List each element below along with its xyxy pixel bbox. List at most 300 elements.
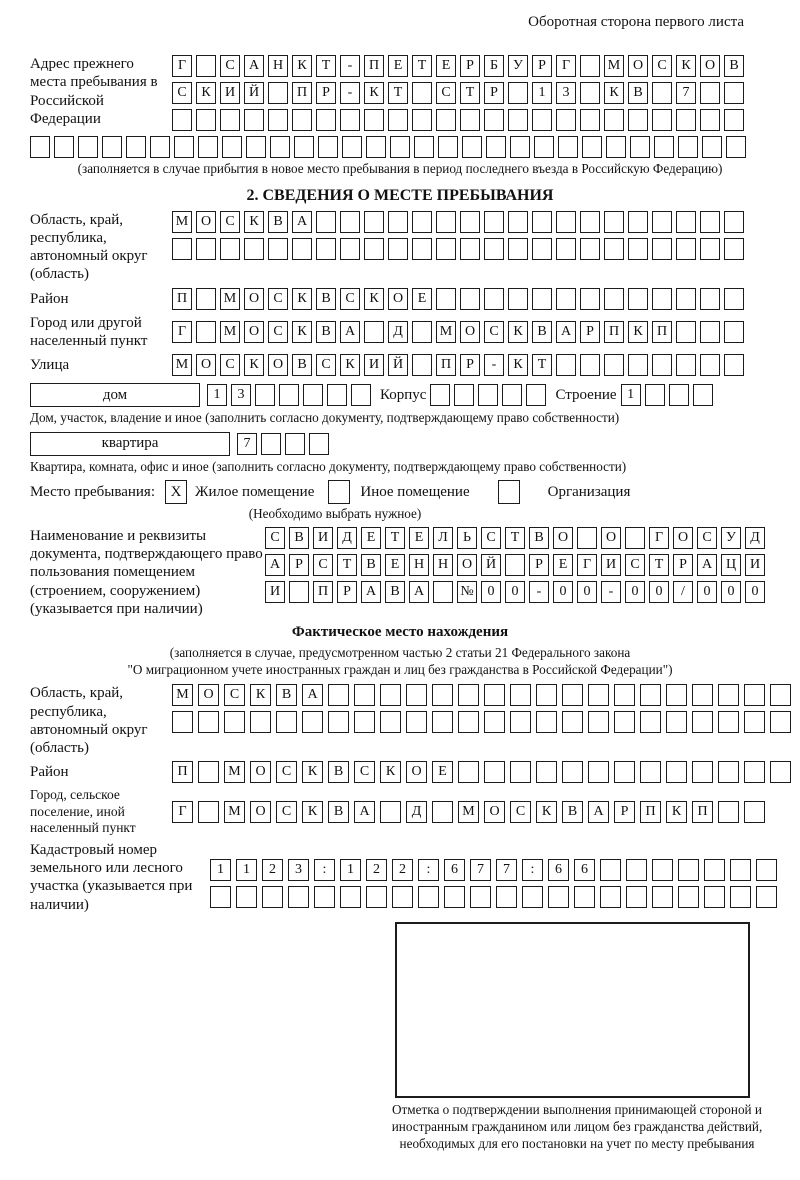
char-box — [652, 886, 673, 908]
char-box — [724, 288, 744, 310]
confirmation-mark-caption: Отметка о подтверждении выполнения принимающей стороной и иностранным гражданином или лицом без гражданства действий, необходимых для его постановки на учет по месту пребывания — [391, 1102, 763, 1152]
char-box — [288, 886, 309, 908]
char-row-prev-2 — [172, 82, 744, 104]
char-box — [588, 761, 609, 783]
char-box: О — [196, 354, 216, 376]
char-box — [600, 859, 621, 881]
char-box — [676, 238, 696, 260]
char-box: О — [388, 288, 408, 310]
char-box: Р — [673, 554, 693, 576]
char-box — [392, 886, 413, 908]
char-box: В — [316, 288, 336, 310]
char-box: К — [508, 321, 528, 343]
char-box: 6 — [444, 859, 465, 881]
char-box — [692, 684, 713, 706]
char-box — [318, 136, 338, 158]
char-row-city — [172, 321, 744, 343]
char-box — [724, 109, 744, 131]
char-box: : — [522, 859, 543, 881]
char-box — [508, 288, 528, 310]
char-box — [316, 109, 336, 131]
char-box — [724, 238, 744, 260]
char-box — [532, 211, 552, 233]
char-box — [505, 554, 525, 576]
char-box: 1 — [340, 859, 361, 881]
char-box — [289, 581, 309, 603]
char-box — [174, 136, 194, 158]
char-box — [388, 238, 408, 260]
char-box: - — [340, 55, 360, 77]
char-row-oblast-2 — [172, 238, 744, 260]
char-box: П — [604, 321, 624, 343]
char-box: 3 — [288, 859, 309, 881]
char-box: Р — [289, 554, 309, 576]
char-box — [510, 761, 531, 783]
char-box — [268, 109, 288, 131]
char-box — [460, 238, 480, 260]
char-box — [508, 109, 528, 131]
char-box — [700, 288, 720, 310]
char-box: В — [562, 801, 583, 823]
char-box: 7 — [676, 82, 696, 104]
char-box — [484, 684, 505, 706]
char-box — [718, 711, 739, 733]
char-box — [704, 886, 725, 908]
char-box: Т — [505, 527, 525, 549]
char-box: Д — [745, 527, 765, 549]
char-box — [292, 109, 312, 131]
char-box: Т — [388, 82, 408, 104]
char-box: 0 — [577, 581, 597, 603]
prev-address-grid — [172, 55, 744, 131]
char-box — [294, 136, 314, 158]
char-box — [692, 761, 713, 783]
char-box — [562, 761, 583, 783]
char-box: Й — [481, 554, 501, 576]
char-box — [406, 684, 427, 706]
char-box: - — [529, 581, 549, 603]
char-box: О — [196, 211, 216, 233]
char-box — [172, 711, 193, 733]
char-row-oblast-1 — [172, 211, 744, 233]
char-box — [604, 211, 624, 233]
char-box: 0 — [553, 581, 573, 603]
char-box — [556, 211, 576, 233]
char-box: 3 — [231, 384, 251, 406]
char-box: А — [302, 684, 323, 706]
char-box: К — [364, 82, 384, 104]
char-box: К — [250, 684, 271, 706]
street-label: Улица — [30, 357, 70, 374]
char-box — [414, 136, 434, 158]
prev-address-caption: (заполняется в случае прибытия в новое место пребывания в период последнего въезда в Российскую Федерацию) — [77, 161, 723, 176]
char-box — [412, 109, 432, 131]
char-box — [418, 886, 439, 908]
char-box — [556, 354, 576, 376]
char-box — [588, 684, 609, 706]
char-box — [314, 886, 335, 908]
char-box — [444, 886, 465, 908]
char-box — [744, 761, 765, 783]
char-box: П — [652, 321, 672, 343]
char-box: К — [244, 354, 264, 376]
char-box: С — [484, 321, 504, 343]
char-box: 2 — [392, 859, 413, 881]
char-box — [78, 136, 98, 158]
actual-location-note-2: "О миграционном учете иностранных граждан и лиц без гражданства в Российской Федерации") — [127, 661, 673, 677]
char-box: В — [276, 684, 297, 706]
char-box — [556, 288, 576, 310]
char-box — [654, 136, 674, 158]
char-box: С — [220, 211, 240, 233]
char-box: А — [265, 554, 285, 576]
char-box: М — [220, 321, 240, 343]
char-box: 0 — [625, 581, 645, 603]
char-box — [302, 711, 323, 733]
char-box — [458, 711, 479, 733]
char-box — [614, 684, 635, 706]
char-box — [724, 82, 744, 104]
char-box: В — [328, 761, 349, 783]
char-box — [700, 82, 720, 104]
option-label-zhiloe: Жилое помещение — [195, 483, 315, 500]
apartment-type-box: квартира — [30, 432, 230, 456]
char-box: Т — [532, 354, 552, 376]
char-box — [460, 211, 480, 233]
char-box: Г — [577, 554, 597, 576]
char-box: : — [418, 859, 439, 881]
oblast-2-grid — [172, 684, 791, 733]
char-box — [340, 109, 360, 131]
char-box — [412, 354, 432, 376]
char-box: С — [313, 554, 333, 576]
char-box — [316, 238, 336, 260]
mark-area — [382, 922, 772, 1152]
char-box: С — [481, 527, 501, 549]
char-box — [534, 136, 554, 158]
char-box — [244, 238, 264, 260]
char-box: С — [220, 55, 240, 77]
char-box: 1 — [621, 384, 641, 406]
char-box — [526, 384, 546, 406]
char-box: К — [536, 801, 557, 823]
char-box: А — [354, 801, 375, 823]
char-box: С — [265, 527, 285, 549]
char-box — [640, 684, 661, 706]
char-box: - — [601, 581, 621, 603]
field-raion-2 — [30, 761, 770, 783]
char-box: О — [484, 801, 505, 823]
oblast-2-label: Область, край, республика, автономный округ (область) — [30, 685, 148, 757]
char-box: Л — [433, 527, 453, 549]
char-box: К — [604, 82, 624, 104]
oblast-label: Область, край, республика, автономный округ (область) — [30, 211, 148, 283]
char-box — [522, 886, 543, 908]
char-box — [458, 761, 479, 783]
city-2-label: Город, сельское поселение, иной населенный пункт — [30, 787, 136, 836]
char-box: В — [292, 354, 312, 376]
char-box — [255, 384, 275, 406]
char-box — [328, 711, 349, 733]
char-box — [380, 684, 401, 706]
field-city-2 — [30, 787, 770, 836]
char-box — [102, 136, 122, 158]
char-box: А — [697, 554, 717, 576]
char-box — [222, 136, 242, 158]
char-box — [412, 211, 432, 233]
char-box — [412, 82, 432, 104]
char-box — [640, 761, 661, 783]
char-box: С — [220, 354, 240, 376]
char-box — [628, 288, 648, 310]
char-box: П — [172, 288, 192, 310]
char-box: И — [364, 354, 384, 376]
char-row-city2 — [172, 801, 765, 823]
char-box: С — [625, 554, 645, 576]
char-box — [625, 527, 645, 549]
char-box: Р — [337, 581, 357, 603]
char-box — [510, 684, 531, 706]
char-box — [268, 82, 288, 104]
char-box — [582, 136, 602, 158]
char-box — [628, 109, 648, 131]
char-box — [30, 136, 50, 158]
char-row-cadastre-1 — [210, 859, 777, 881]
char-box — [580, 55, 600, 77]
char-box: К — [292, 321, 312, 343]
char-box: О — [460, 321, 480, 343]
char-box — [562, 684, 583, 706]
char-box — [718, 801, 739, 823]
char-box: А — [409, 581, 429, 603]
prev-address-label: Адрес прежнего места пребывания в Российской Федерации — [30, 56, 158, 127]
char-box — [484, 288, 504, 310]
char-box — [460, 109, 480, 131]
char-box — [172, 238, 192, 260]
char-row-prev-4 — [30, 136, 770, 158]
char-box: О — [198, 684, 219, 706]
char-box: У — [721, 527, 741, 549]
char-box: / — [673, 581, 693, 603]
char-box: С — [354, 761, 375, 783]
char-box: Р — [614, 801, 635, 823]
char-box: Т — [316, 55, 336, 77]
char-box: А — [361, 581, 381, 603]
char-box — [198, 136, 218, 158]
char-box: Д — [406, 801, 427, 823]
cadastre-label: Кадастровый номер земельного или лесного участка (указывается при наличии) — [30, 841, 193, 913]
char-box — [246, 136, 266, 158]
char-box — [724, 211, 744, 233]
char-box: Ц — [721, 554, 741, 576]
char-box — [196, 321, 216, 343]
char-box: Й — [388, 354, 408, 376]
char-box: Р — [460, 354, 480, 376]
char-box: Т — [385, 527, 405, 549]
stroenie-label: Строение — [555, 386, 617, 403]
apartment-row — [30, 432, 770, 456]
char-box — [580, 354, 600, 376]
char-box: И — [601, 554, 621, 576]
char-box: Е — [432, 761, 453, 783]
char-box: А — [588, 801, 609, 823]
char-box — [340, 238, 360, 260]
char-box: 0 — [721, 581, 741, 603]
char-box — [700, 354, 720, 376]
char-box: О — [601, 527, 621, 549]
char-box: М — [172, 354, 192, 376]
char-box: К — [666, 801, 687, 823]
char-box — [390, 136, 410, 158]
char-box — [406, 711, 427, 733]
char-box: О — [244, 321, 264, 343]
char-box: С — [436, 82, 456, 104]
option-label-organizatsiya: Организация — [547, 483, 631, 500]
char-box: В — [289, 527, 309, 549]
char-box — [261, 433, 281, 455]
char-box: Т — [412, 55, 432, 77]
char-box — [432, 801, 453, 823]
house-caption: Дом, участок, владение и иное (заполнить согласно документу, подтверждающему право собственности) — [30, 410, 620, 426]
char-box — [532, 238, 552, 260]
char-box — [676, 211, 696, 233]
char-box: М — [436, 321, 456, 343]
char-box: М — [458, 801, 479, 823]
char-box: Т — [337, 554, 357, 576]
char-box — [433, 581, 453, 603]
char-box — [292, 238, 312, 260]
char-box: Е — [409, 527, 429, 549]
char-box — [718, 761, 739, 783]
char-box — [718, 684, 739, 706]
field-oblast — [30, 211, 770, 284]
char-box: Г — [172, 55, 192, 77]
char-box: А — [244, 55, 264, 77]
char-box: И — [745, 554, 765, 576]
char-box — [303, 384, 323, 406]
char-box — [508, 211, 528, 233]
char-box — [630, 136, 650, 158]
char-box: Р — [580, 321, 600, 343]
char-row-raion2 — [172, 761, 791, 783]
korpus-label: Корпус — [380, 386, 427, 403]
cadastre-grid — [210, 859, 777, 908]
char-row-oblast2-1 — [172, 684, 791, 706]
char-box — [604, 354, 624, 376]
char-box — [562, 711, 583, 733]
char-box: С — [268, 321, 288, 343]
char-box — [676, 288, 696, 310]
char-box — [150, 136, 170, 158]
char-box — [220, 109, 240, 131]
char-box: Р — [460, 55, 480, 77]
char-box — [364, 211, 384, 233]
char-box — [744, 711, 765, 733]
char-box: В — [532, 321, 552, 343]
document-label: Наименование и реквизиты документа, подтверждающего право пользования помещением (строением, сооружением) (указывается при наличии) — [30, 527, 263, 617]
char-box — [700, 109, 720, 131]
char-box — [666, 711, 687, 733]
char-box — [354, 711, 375, 733]
char-box: В — [628, 82, 648, 104]
char-box: В — [268, 211, 288, 233]
char-box: И — [220, 82, 240, 104]
char-box — [558, 136, 578, 158]
char-box — [496, 886, 517, 908]
char-box — [628, 211, 648, 233]
char-box — [588, 711, 609, 733]
char-box — [436, 211, 456, 233]
char-box — [484, 211, 504, 233]
checkbox-organizatsiya[interactable] — [498, 480, 520, 504]
char-box — [676, 109, 696, 131]
char-box — [250, 711, 271, 733]
char-box: П — [313, 581, 333, 603]
char-box: С — [276, 761, 297, 783]
char-box: Е — [436, 55, 456, 77]
char-box — [54, 136, 74, 158]
char-box: О — [406, 761, 427, 783]
char-row-doc-3 — [265, 581, 765, 603]
checkbox-zhiloe[interactable]: X — [165, 480, 187, 504]
char-box: У — [508, 55, 528, 77]
char-box: К — [292, 55, 312, 77]
char-box — [724, 321, 744, 343]
char-box: Г — [172, 321, 192, 343]
char-box — [366, 136, 386, 158]
char-row-prev-3 — [172, 109, 744, 131]
char-box: 2 — [262, 859, 283, 881]
char-box: № — [457, 581, 477, 603]
checkbox-inoe[interactable] — [328, 480, 350, 504]
char-box: С — [340, 288, 360, 310]
char-box: 7 — [237, 433, 257, 455]
char-box — [640, 711, 661, 733]
char-box: 7 — [496, 859, 517, 881]
char-box: В — [328, 801, 349, 823]
char-row-doc-1 — [265, 527, 765, 549]
char-box: К — [302, 801, 323, 823]
char-box — [328, 684, 349, 706]
char-box — [614, 711, 635, 733]
char-box — [669, 384, 689, 406]
char-box — [770, 761, 791, 783]
char-box: В — [529, 527, 549, 549]
char-box — [198, 711, 219, 733]
char-box — [279, 384, 299, 406]
char-box: 1 — [532, 82, 552, 104]
char-box: О — [268, 354, 288, 376]
char-box — [380, 711, 401, 733]
raion-2-label: Район — [30, 764, 69, 781]
char-box: 1 — [207, 384, 227, 406]
char-box — [196, 288, 216, 310]
char-row-doc-2 — [265, 554, 765, 576]
char-box — [351, 384, 371, 406]
stay-type-row — [30, 480, 770, 504]
char-box — [744, 801, 765, 823]
char-box — [430, 384, 450, 406]
char-box — [510, 711, 531, 733]
char-box: В — [361, 554, 381, 576]
city-label: Город или другой населенный пункт — [30, 314, 148, 349]
char-box — [614, 761, 635, 783]
char-box: О — [553, 527, 573, 549]
char-box: П — [692, 801, 713, 823]
char-box — [327, 384, 347, 406]
char-box — [744, 684, 765, 706]
char-box: 0 — [505, 581, 525, 603]
